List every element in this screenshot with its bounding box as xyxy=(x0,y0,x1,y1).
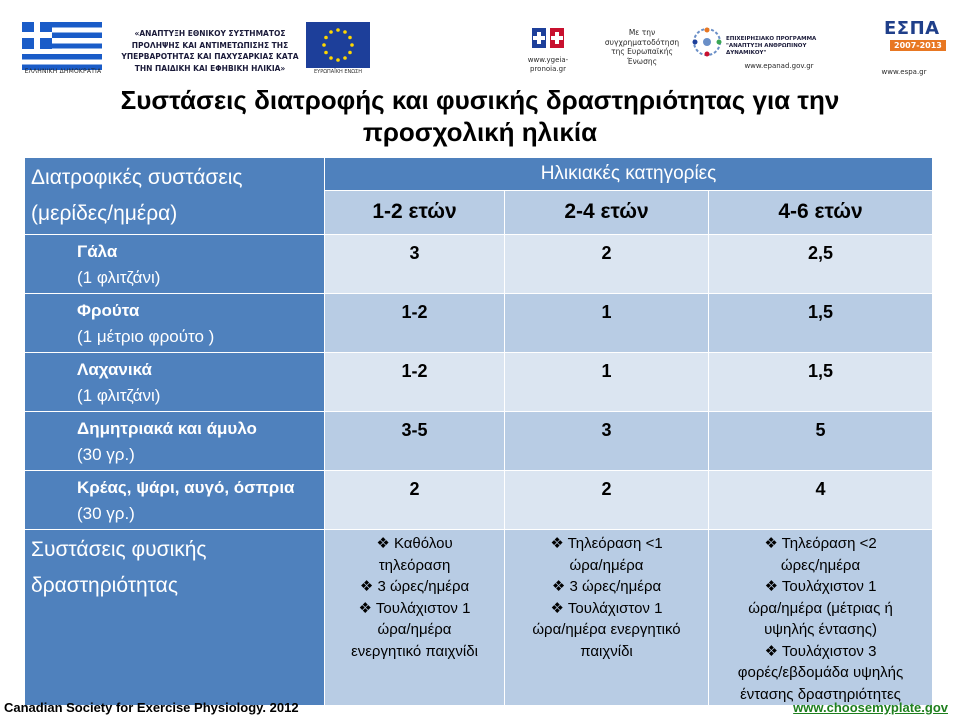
activity-line: παιχνίδι xyxy=(580,642,633,660)
recommendations-table xyxy=(24,157,932,703)
table-row xyxy=(25,294,933,353)
espa-years: 2007-2013 xyxy=(890,40,946,51)
food-name: Φρούτα xyxy=(77,301,140,320)
food-name: Λαχανικά xyxy=(77,360,152,379)
food-label xyxy=(25,471,325,530)
serving-value: 4 xyxy=(709,471,933,530)
food-name: Γάλα xyxy=(77,242,118,261)
serving-value: 1,5 xyxy=(709,294,933,353)
ygeia-url-line: pronoia.gr xyxy=(530,65,566,73)
corner-header-line: (μερίδες/ημέρα) xyxy=(31,202,178,225)
cofunding-line: της Ευρωπαϊκής xyxy=(611,47,673,56)
activity-row xyxy=(25,530,933,706)
activity-line: ενεργητικό παιχνίδι xyxy=(351,642,478,660)
age-header-1-2: 1-2 ετών xyxy=(325,190,505,234)
program-title-line: «ΑΝΑΠΤΥΞΗ ΕΘΝΙΚΟΥ ΣΥΣΤΗΜΑΤΟΣ xyxy=(134,29,286,38)
activity-line: τηλεόραση xyxy=(378,556,451,574)
eu-flag-icon xyxy=(306,22,370,68)
espa-url: www.espa.gr xyxy=(881,68,927,76)
food-name: Δημητριακά και άμυλο xyxy=(77,419,257,438)
table-row xyxy=(25,353,933,412)
age-header-4-6: 4-6 ετών xyxy=(709,190,933,234)
cofunding-text xyxy=(600,28,684,66)
serving-value: 3 xyxy=(325,235,505,294)
food-portion: (1 φλιτζάνι) xyxy=(77,268,161,287)
table-row xyxy=(25,412,933,471)
logo-strip xyxy=(0,0,960,82)
corner-header xyxy=(25,158,325,235)
slide-title-line: προσχολική ηλικία xyxy=(362,117,598,147)
table-row xyxy=(25,235,933,294)
serving-value: 1-2 xyxy=(325,294,505,353)
activity-line: ❖ Τουλάχιστον 3 xyxy=(764,642,877,660)
activity-line: ❖ Τηλεόραση <2 xyxy=(764,535,877,552)
food-label xyxy=(25,353,325,412)
serving-value: 1,5 xyxy=(709,353,933,412)
greek-flag-icon xyxy=(22,22,102,70)
food-portion: (30 γρ.) xyxy=(77,445,135,464)
program-title-line: ΥΠΕΡΒΑΡΟΤΗΤΑΣ ΚΑΙ ΠΑΧΥΣΑΡΚΙΑΣ ΚΑΤΑ xyxy=(121,52,299,61)
serving-value: 1-2 xyxy=(325,353,505,412)
food-label xyxy=(25,235,325,294)
food-portion: (1 φλιτζάνι) xyxy=(77,386,161,405)
cofunding-line: Με την xyxy=(628,28,656,37)
ministry-health-logo-icon xyxy=(530,26,566,50)
program-title-line: ΤΗΝ ΠΑΙΔΙΚΗ ΚΑΙ ΕΦΗΒΙΚΗ ΗΛΙΚΙΑ» xyxy=(134,63,286,73)
activity-line: ❖ 3 ώρες/ημέρα xyxy=(551,578,662,595)
food-portion: (1 μέτριο φρούτο ) xyxy=(77,327,215,346)
activity-line: έντασης δραστηριότητες xyxy=(740,685,901,703)
activity-line: ❖ Τουλάχιστον 1 xyxy=(550,599,663,617)
program-title xyxy=(120,28,300,74)
epanad-url: www.epanad.gov.gr xyxy=(744,62,814,70)
serving-value: 2 xyxy=(505,235,709,294)
activity-cell-1-2 xyxy=(325,530,505,706)
food-portion: (30 γρ.) xyxy=(77,504,135,523)
activity-line: ❖ Τηλεόραση <1 xyxy=(550,535,663,552)
food-label xyxy=(25,294,325,353)
flag-caption: ΕΛΛΗΝΙΚΗ ΔΗΜΟΚΡΑΤΙΑ xyxy=(24,68,102,75)
slide-title xyxy=(20,84,940,148)
program-title-line: ΠΡΟΛΗΨΗΣ ΚΑΙ ΑΝΤΙΜΕΤΩΠΙΣΗΣ ΤΗΣ xyxy=(131,40,289,50)
slide-title-line: Συστάσεις διατροφής και φυσικής δραστηριότητας για την xyxy=(120,85,840,115)
activity-line: ❖ Τουλάχιστον 1 xyxy=(358,599,471,617)
espa-logo-word: ΕΣΠΑ xyxy=(884,18,940,39)
epanad-program-text xyxy=(726,36,846,57)
cofunding-line: Ένωσης xyxy=(627,56,657,66)
serving-value: 2,5 xyxy=(709,235,933,294)
food-label xyxy=(25,412,325,471)
activity-line: ώρα/ημέρα xyxy=(569,556,644,574)
serving-value: 3-5 xyxy=(325,412,505,471)
activity-line: ώρα/ημέρα (μέτριας ή xyxy=(748,599,893,617)
source-citation: Canadian Society for Exercise Physiology. 2012 xyxy=(4,700,299,715)
epanad-line: "ΑΝΑΠΤΥΞΗ ΑΝΘΡΩΠΙΝΟΥ ΔΥΝΑΜΙΚΟΥ" xyxy=(726,43,807,56)
cofunding-line: συγχρηματοδότηση xyxy=(604,37,680,47)
activity-line: ώρα/ημέρα xyxy=(377,621,452,638)
activity-label-line: δραστηριότητας xyxy=(31,574,178,597)
serving-value: 3 xyxy=(505,412,709,471)
serving-value: 1 xyxy=(505,353,709,412)
epanad-logo-icon xyxy=(690,25,724,59)
serving-value: 5 xyxy=(709,412,933,471)
serving-value: 1 xyxy=(505,294,709,353)
activity-line: φορές/εβδομάδα υψηλής xyxy=(737,664,904,681)
activity-line: ❖ Τουλάχιστον 1 xyxy=(764,578,877,595)
activity-label xyxy=(25,530,325,706)
epanad-line: ΕΠΙΧΕΙΡΗΣΙΑΚΟ ΠΡΟΓΡΑΜΜΑ xyxy=(726,36,817,42)
eu-caption: ΕΥΡΩΠΑΪΚΗ ΕΝΩΣΗ xyxy=(314,69,362,75)
serving-value: 2 xyxy=(505,471,709,530)
corner-header-line: Διατροφικές συστάσεις xyxy=(31,166,243,189)
activity-label-line: Συστάσεις φυσικής xyxy=(31,538,207,561)
age-group-header: Ηλικιακές κατηγορίες xyxy=(325,158,933,191)
age-header-2-4: 2-4 ετών xyxy=(505,190,709,234)
table-row xyxy=(25,471,933,530)
activity-line: υψηλής έντασης) xyxy=(764,621,877,638)
activity-line: ❖ 3 ώρες/ημέρα xyxy=(359,578,470,595)
activity-line: ❖ Καθόλου xyxy=(376,535,453,552)
activity-line: ώρα/ημέρα ενεργητικό xyxy=(532,621,681,638)
choosemyplate-link[interactable]: www.choosemyplate.gov xyxy=(793,700,948,715)
serving-value: 2 xyxy=(325,471,505,530)
activity-line: ώρες/ημέρα xyxy=(780,556,861,574)
activity-cell-4-6 xyxy=(709,530,933,706)
food-name: Κρέας, ψάρι, αυγό, όσπρια xyxy=(77,478,295,497)
activity-cell-2-4 xyxy=(505,530,709,706)
ygeia-url xyxy=(518,56,578,74)
ygeia-url-line: www.ygeia- xyxy=(527,56,569,64)
